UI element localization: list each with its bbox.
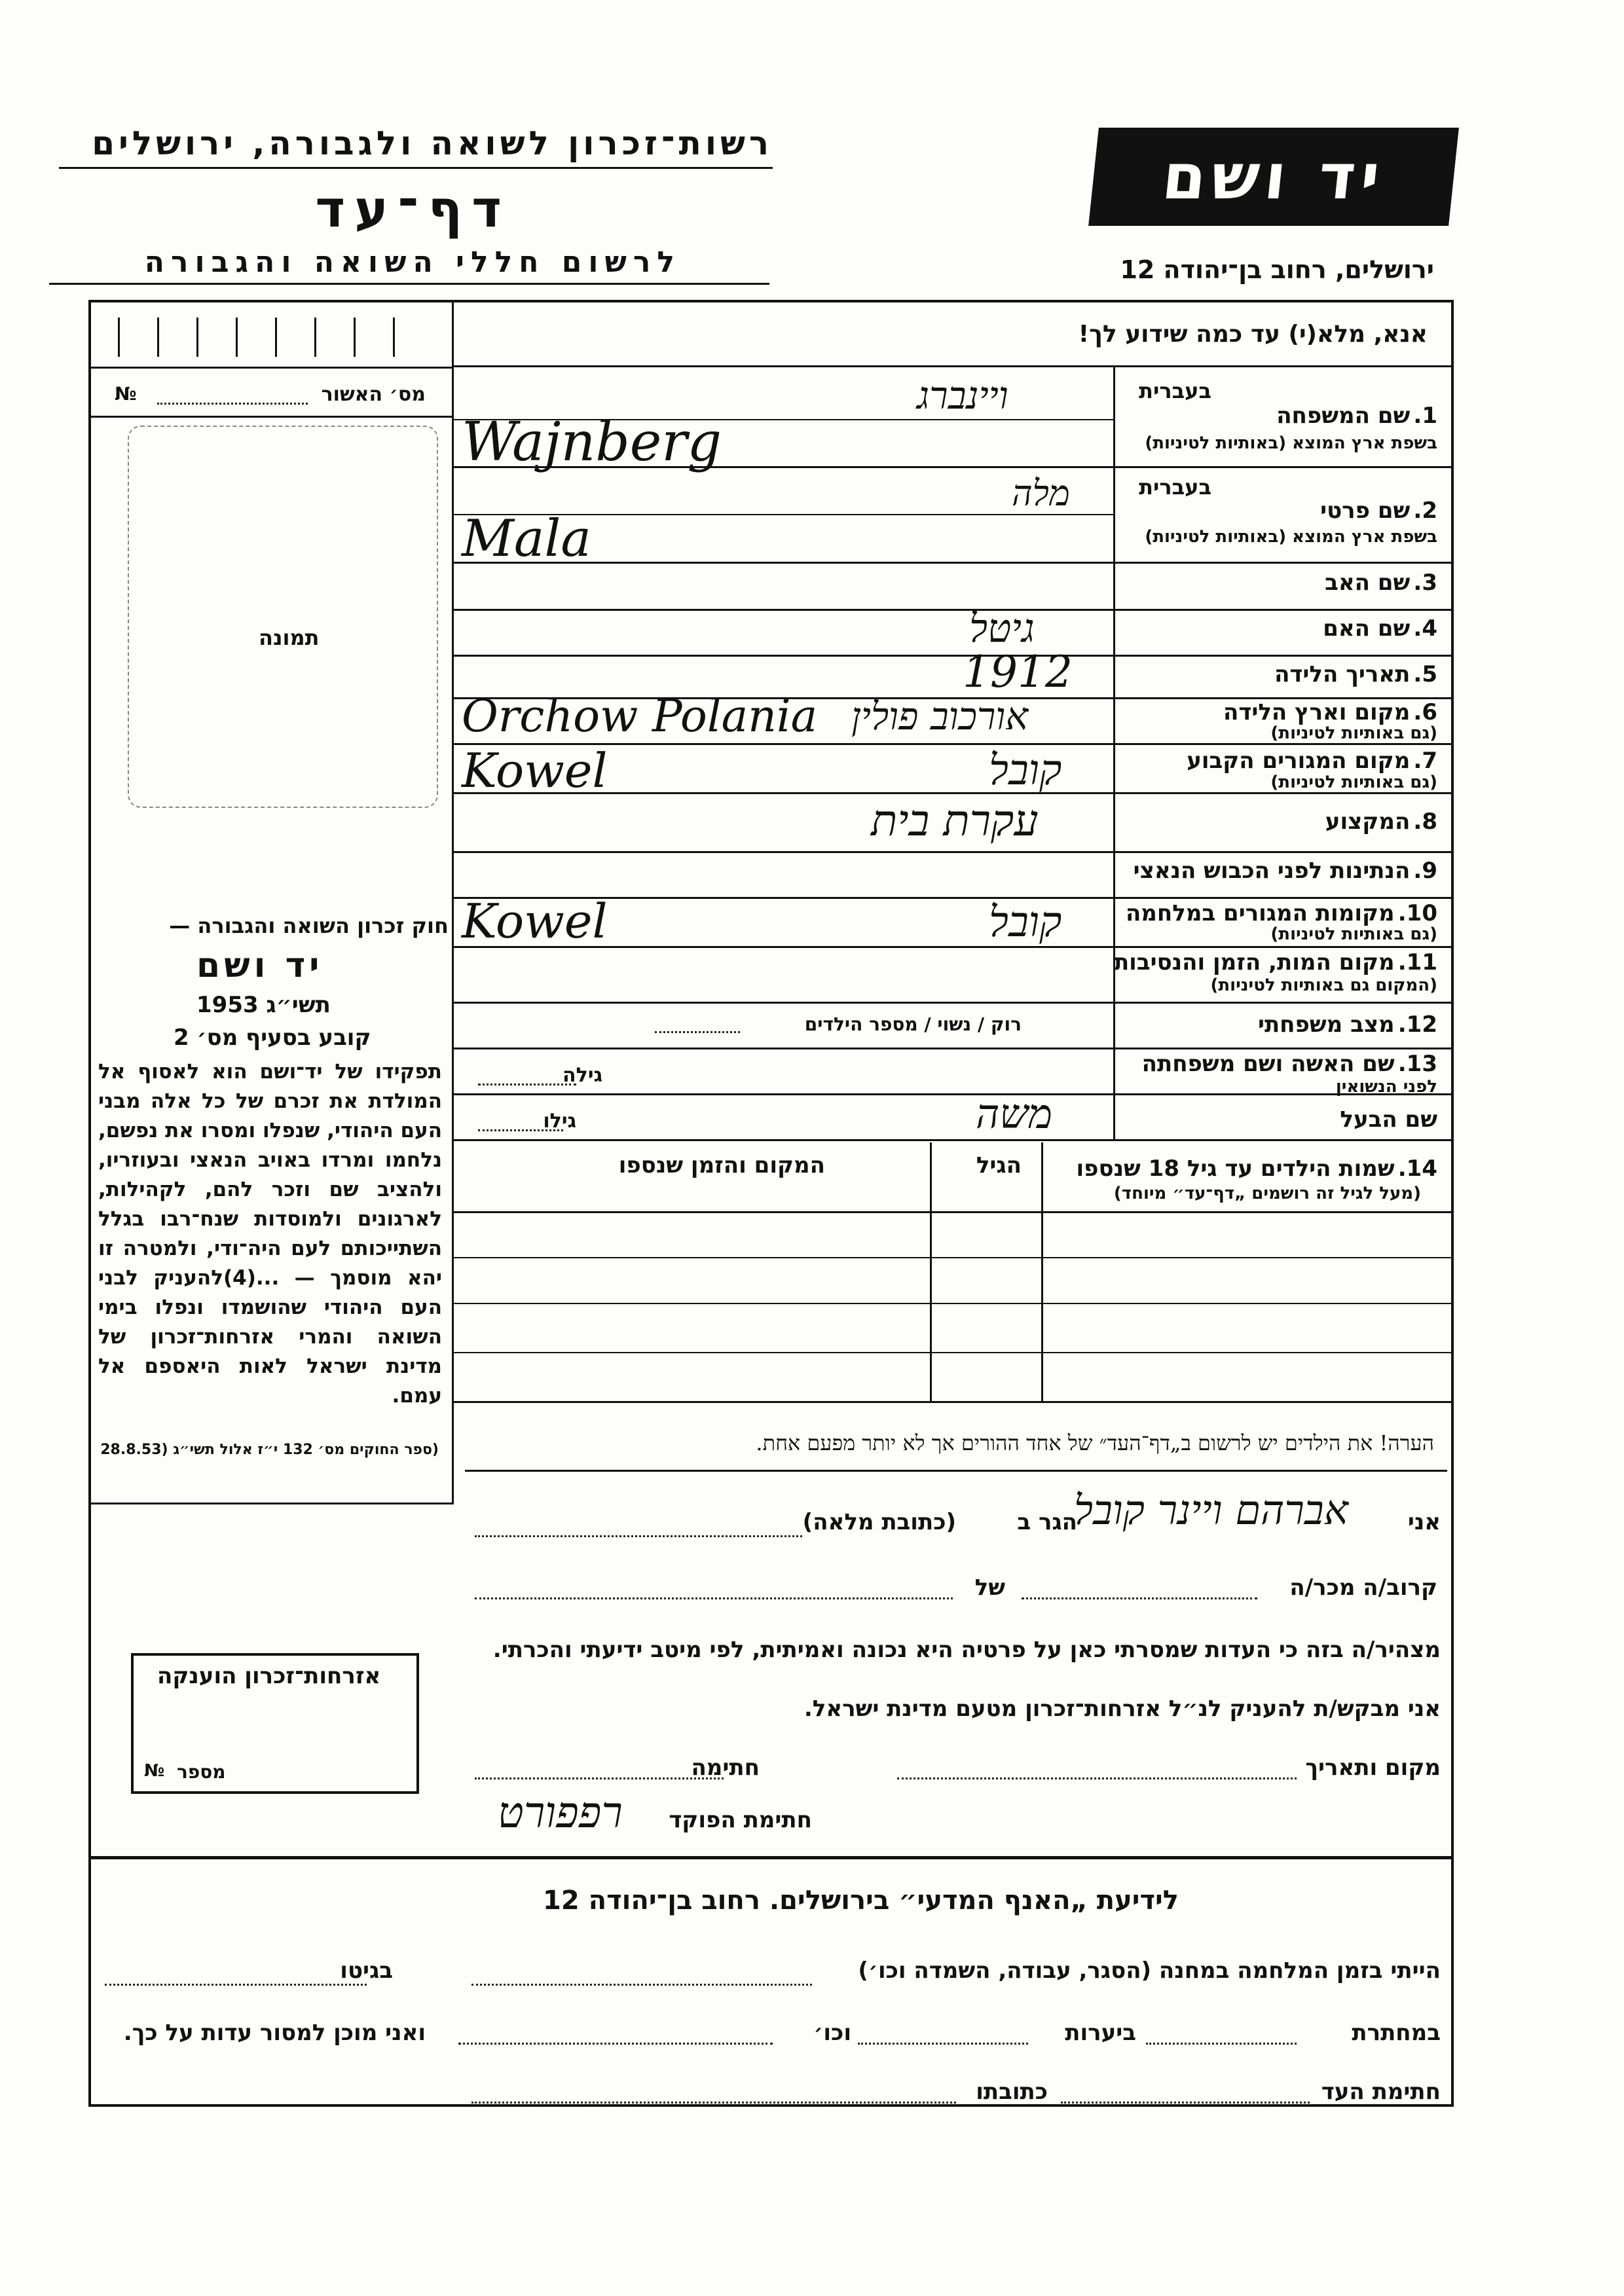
first-name-latin-value[interactable]: Mala	[462, 509, 591, 568]
family-name-hebrew-value[interactable]: ויינברג	[917, 373, 1008, 418]
husband-age-line[interactable]	[478, 1129, 563, 1131]
of-label: של	[974, 1575, 1005, 1601]
law-clause: קובע בסעיף מס׳ 2	[174, 1025, 371, 1051]
residence-hebrew-value[interactable]: קובל	[989, 746, 1062, 795]
field10-sub: (גם באותיות לטיניות)	[1270, 924, 1437, 944]
field2-sub: בשפת ארץ המוצא (באותיות לטיניות)	[1145, 527, 1437, 547]
approval-no-line[interactable]	[157, 403, 308, 405]
underground-line[interactable]	[1146, 2043, 1297, 2045]
relative-label: קרוב/ה מכר/ה	[1289, 1575, 1437, 1601]
wartime-residence-hebrew-value[interactable]: קובל	[989, 898, 1062, 947]
field3-label: 3. שם האב	[1325, 570, 1437, 596]
birth-date-value[interactable]: 1912	[963, 647, 1073, 697]
first-name-hebrew-value[interactable]: מלה	[1012, 473, 1070, 514]
field7-sub: (גם באותיות לטיניות)	[1270, 773, 1437, 792]
camp-line[interactable]	[471, 1984, 812, 1986]
signature-label: חתימה	[691, 1755, 760, 1781]
declarant-label: אני	[1407, 1509, 1441, 1535]
place-date-label: מקום ותאריך	[1305, 1755, 1441, 1781]
wife-age-label: גילה	[563, 1064, 602, 1087]
field5-label: 5. תאריך הלידה	[1274, 661, 1437, 687]
etc-line[interactable]	[458, 2043, 773, 2045]
field1-label: 1. שם המשפחה	[1276, 403, 1437, 429]
etc-label: וכו׳	[813, 2020, 851, 2046]
officer-signature-value: רפפורט	[498, 1787, 623, 1838]
mother-name-value[interactable]: גיטל	[969, 606, 1035, 651]
field4-label: 4. שם האם	[1323, 615, 1437, 642]
authority-heading: רשות־זכרון לשואה ולגבורה, ירושלים	[92, 124, 773, 162]
ghetto-line[interactable]	[105, 1984, 367, 1986]
label-column-divider	[1113, 367, 1115, 1139]
of-line[interactable]	[475, 1597, 953, 1599]
footer-line1: הייתי בזמן המלחמה במחנה (הסגר, עבודה, השמדה וכו׳)	[858, 1958, 1441, 1984]
witness-address-label: כתובתו	[976, 2079, 1048, 2105]
underground-label: במחתרת	[1352, 2020, 1441, 2046]
forests-label: ביערות	[1065, 2020, 1136, 2046]
children-label: 14. שמות הילדים עד גיל 18 שנספו	[1076, 1156, 1437, 1182]
field11-label: 11. מקום המות, הזמן והנסיבות	[1113, 949, 1437, 975]
form-title: דף־עד	[315, 180, 511, 239]
logo-text: יד ושם	[1158, 140, 1389, 213]
approval-number-boxes	[92, 311, 445, 357]
left-column-divider	[452, 300, 454, 1504]
address-line[interactable]	[475, 1535, 802, 1537]
law-name: יד ושם	[196, 946, 323, 985]
officer-signature-label: חתימת הפוקד	[669, 1807, 812, 1833]
field11-sub: (המקום גם באותיות לטיניות)	[1210, 975, 1437, 995]
wife-age-line[interactable]	[478, 1084, 576, 1085]
instruction-row-bottom	[452, 365, 1454, 367]
children-col-divider-1	[1041, 1142, 1043, 1401]
photo-label: תמונה	[259, 625, 320, 650]
address-hint: (כתובת מלאה)	[802, 1509, 956, 1535]
witness-signature-label: חתימת העד	[1321, 2079, 1441, 2105]
marital-status-options[interactable]: רוק / נשוי / מספר הילדים	[804, 1013, 1022, 1035]
birthplace-latin-value[interactable]: Orchow Polania	[462, 691, 818, 742]
approval-row-bottom	[88, 367, 452, 369]
children-col-place: המקום והזמן שנספו	[618, 1152, 825, 1178]
field6-label: 6. מקום וארץ הלידה	[1223, 699, 1437, 725]
field8-label: 8. המקצוע	[1325, 809, 1437, 835]
authority-underline	[59, 167, 773, 169]
field13-label: 13. שם האשה ושם משפחתה	[1141, 1051, 1437, 1077]
field1-sub: בשפת ארץ המוצא (באותיות לטיניות)	[1145, 433, 1437, 453]
place-date-line[interactable]	[897, 1777, 1297, 1779]
citizenship-no-sign: №	[144, 1761, 165, 1781]
address-header: ירושלים, רחוב בן־יהודה 12	[1120, 255, 1434, 284]
husband-label: שם הבעל	[1340, 1106, 1437, 1133]
field10-label: 10. מקומות המגורים במלחמה	[1125, 900, 1437, 926]
declaration-text: מצהיר/ה בזה כי העדות שמסרתי כאן על פרטיה היא נכונה ואמיתית, לפי מיטב ידיעתי והכרתי.	[492, 1637, 1441, 1663]
declarant-value[interactable]: אברהם ויינר קובל	[1074, 1486, 1348, 1534]
instruction-text: אנא, מלא(י) עד כמה שידוע לך!	[1078, 321, 1428, 348]
footer-title: לידיעת „האנף המדעי״ בירושלים. רחוב בן־יהודה 12	[543, 1886, 1179, 1916]
law-title: חוק זכרון השואה והגבורה —	[169, 913, 449, 938]
field9-label: 9. הנתינות לפני הכבוש הנאצי	[1133, 858, 1437, 884]
children-count-line[interactable]	[655, 1031, 740, 1033]
photo-placeholder	[128, 426, 438, 808]
family-name-latin-value[interactable]: Wajnberg	[462, 411, 722, 473]
children-sub: (מעל לגיל זה רושמים „דף־עד״ מיוחד)	[1113, 1184, 1421, 1203]
field7-label: 7. מקום המגורים הקבוע	[1187, 748, 1437, 774]
ready-label: ואני מוכן למסור עדות על כך.	[123, 2020, 426, 2046]
resides-label: הגר ב	[1017, 1509, 1077, 1535]
citizenship-title: אזרחות־זכרון הוענקה	[157, 1663, 381, 1689]
wartime-residence-latin-value[interactable]: Kowel	[462, 894, 608, 949]
field12-label: 12. מצב משפחתי	[1257, 1011, 1437, 1038]
forests-line[interactable]	[858, 2043, 1028, 2045]
citizenship-number-label: מספר	[177, 1761, 226, 1783]
law-body: תפקידו של יד־ושם הוא לאסוף אל המולדת את זכרם של כל אלה מבני העם היהודי, שנפלו ומסרו את נפשם, נלחמו ומרדו באויב הנאצי ובעוזריו, ולהציב שם וזכר להם, לקהילות, לארגונים ולמוסדות שנח־רבו בגלל השתייכותם לעם היה־ודי, ולמטרה זו יהא מוסמך — ...(4)להעניק לבני העם היהודי שהושמדו ונפלו בימי השואה והמרי אזרחות־זכרון של מדינת ישראל לאות היאספם אל עמם.	[98, 1060, 442, 1408]
signature-line[interactable]	[475, 1777, 724, 1779]
law-source: (ספר החוקים מס׳ 132 י״ז אלול תשי״ג (28.8.53	[100, 1442, 439, 1458]
husband-name-value[interactable]: משה	[976, 1090, 1052, 1138]
approval-no-sign: №	[115, 383, 137, 405]
witness-address-line[interactable]	[471, 2102, 956, 2104]
husband-age-label: גילו	[543, 1110, 576, 1133]
profession-value[interactable]: עקרת בית	[871, 795, 1039, 846]
yad-vashem-logo	[1088, 128, 1459, 226]
field2-heb-hint: בעברית	[1139, 475, 1211, 500]
ghetto-label: בגיטו	[340, 1958, 393, 1984]
witness-signature-line[interactable]	[1061, 2102, 1310, 2104]
form-subtitle: לרשום חללי השואה והגבורה	[144, 246, 681, 279]
law-box-bottom	[88, 1503, 454, 1504]
relative-line[interactable]	[1022, 1597, 1257, 1599]
children-col-age: הגיל	[976, 1152, 1022, 1178]
field6-sub: (גם באותיות לטיניות)	[1270, 723, 1437, 743]
approval-no-label: מס׳ האשור	[321, 383, 426, 406]
field2-label: 2. שם פרטי	[1320, 498, 1437, 524]
children-note: הערה! את הילדים יש לרשום ב„דף־העד״ של אחד ההורים אך לא יותר מפעם אחת.	[756, 1430, 1434, 1455]
residence-latin-value[interactable]: Kowel	[462, 743, 608, 798]
footer-separator	[88, 1856, 1454, 1859]
children-col-divider-2	[930, 1142, 932, 1401]
field1-heb-hint: בעברית	[1139, 378, 1211, 403]
field13-sub: לפני הנשואין	[1335, 1077, 1437, 1097]
birthplace-hebrew-value[interactable]: אורכוב פולין	[851, 694, 1029, 738]
subtitle-underline	[49, 283, 769, 285]
request-text: אני מבקש/ת להעניק לנ״ל אזרחות־זכרון מטעם מדינת ישראל.	[803, 1696, 1441, 1722]
law-year: תשי״ג 1953	[196, 992, 331, 1018]
approval-box-bottom	[88, 416, 452, 418]
